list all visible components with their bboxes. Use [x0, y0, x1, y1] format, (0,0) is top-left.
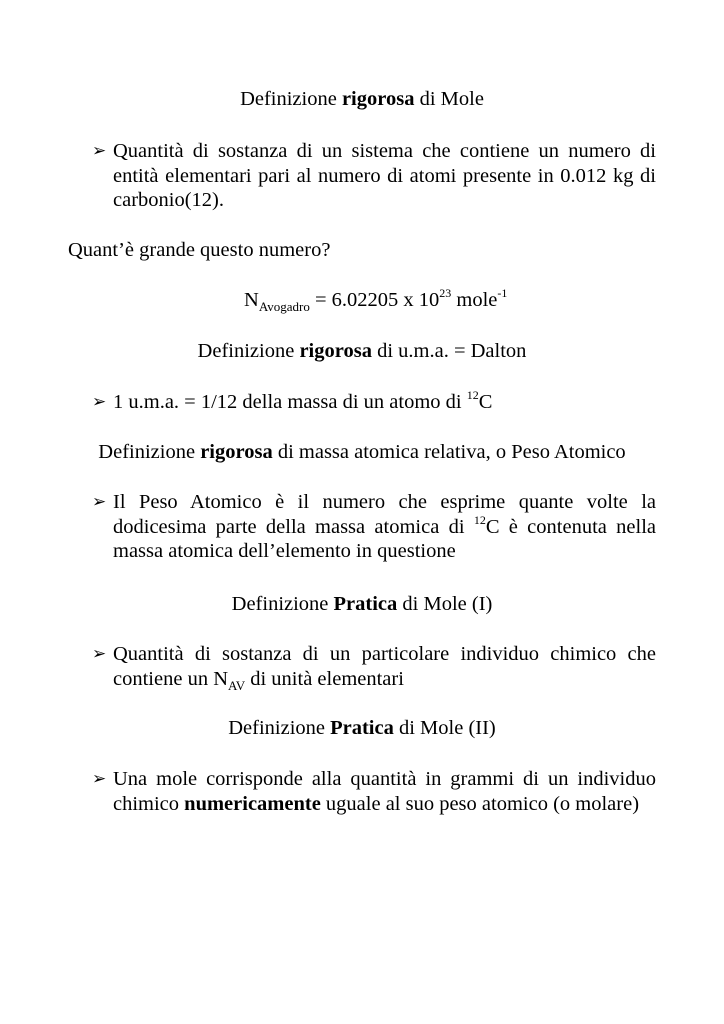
heading-practical-mole-2	[0, 716, 724, 740]
bullet-text	[113, 490, 656, 564]
isotope-mass-number: 12	[466, 388, 479, 402]
arrow-bullet-icon: ➢	[92, 644, 107, 664]
heading-bold: rigorosa	[200, 441, 273, 463]
arrow-bullet-icon: ➢	[92, 492, 107, 512]
heading-text: Definizione	[98, 441, 201, 463]
avogadro-subscript: Avogadro	[258, 299, 310, 314]
avogadro-subscript: AV	[228, 677, 246, 693]
heading-bold: rigorosa	[341, 88, 415, 110]
element-symbol: C	[478, 391, 493, 413]
avogadro-exponent: 23	[439, 286, 452, 300]
avogadro-unit-exponent: -1	[497, 286, 508, 300]
bullet-text	[113, 390, 656, 415]
bullet-atomic-weight-definition	[92, 490, 656, 564]
bullet-text-part: Una mole corrisponde alla quantità in grammi di un individuo chimico	[113, 768, 656, 815]
bullet-uma-definition	[92, 390, 656, 415]
bullet-practical-mole-2	[92, 767, 656, 816]
bullet-text-part: uguale al suo peso atomico (o molare)	[320, 792, 640, 815]
arrow-bullet-icon: ➢	[92, 392, 107, 412]
heading-text: di u.m.a. = Dalton	[371, 340, 527, 362]
arrow-bullet-icon: ➢	[92, 769, 107, 789]
bullet-bold: numericamente	[184, 792, 321, 815]
heading-bold: Pratica	[330, 717, 394, 739]
avogadro-symbol: N	[244, 289, 259, 311]
bullet-text	[113, 642, 656, 691]
heading-text: Definizione	[228, 717, 331, 739]
heading-text: di Mole (I)	[397, 593, 493, 615]
bullet-text-part: Quantità di sostanza di un particolare individuo chimico che contiene un N	[113, 643, 656, 690]
bullet-mole-definition	[92, 139, 656, 213]
bullet-text-part: 1 u.m.a. = 1/12 della massa di un atomo di	[113, 391, 467, 413]
arrow-bullet-icon: ➢	[92, 141, 107, 161]
heading-bold: rigorosa	[299, 340, 372, 362]
avogadro-unit: mole	[451, 289, 498, 311]
heading-text: di Mole (II)	[393, 717, 496, 739]
avogadro-number	[244, 288, 507, 312]
bullet-text	[113, 767, 656, 816]
question-text: Quant’è grande questo numero?	[68, 239, 331, 261]
bullet-text-part: Il Peso Atomico è il numero che esprime quante volte la dodicesima parte della massa atomica di	[113, 491, 656, 538]
heading-rigorous-mole	[0, 87, 724, 111]
heading-text: Definizione	[197, 340, 300, 362]
heading-rigorous-atomic-weight	[0, 440, 724, 464]
avogadro-value: = 6.02205 x 10	[309, 289, 440, 311]
bullet-text-part: di unità elementari	[245, 667, 404, 690]
heading-bold: Pratica	[333, 593, 398, 615]
heading-text: Definizione	[240, 88, 342, 110]
bullet-text: Quantità di sostanza di un sistema che contiene un numero di entità elementari pari al numero di atomi presente in 0.012 kg di carbonio(12).	[113, 140, 656, 211]
heading-rigorous-uma	[0, 339, 724, 363]
bullet-practical-mole-1	[92, 642, 656, 691]
bullet-text-part: C è contenuta nella massa atomica dell’elemento in questione	[113, 515, 656, 562]
heading-text: di massa atomica relativa, o Peso Atomico	[272, 441, 626, 463]
heading-text: Definizione	[231, 593, 334, 615]
heading-practical-mole-1	[0, 592, 724, 616]
heading-text: di Mole	[414, 88, 484, 110]
isotope-mass-number: 12	[473, 512, 486, 527]
